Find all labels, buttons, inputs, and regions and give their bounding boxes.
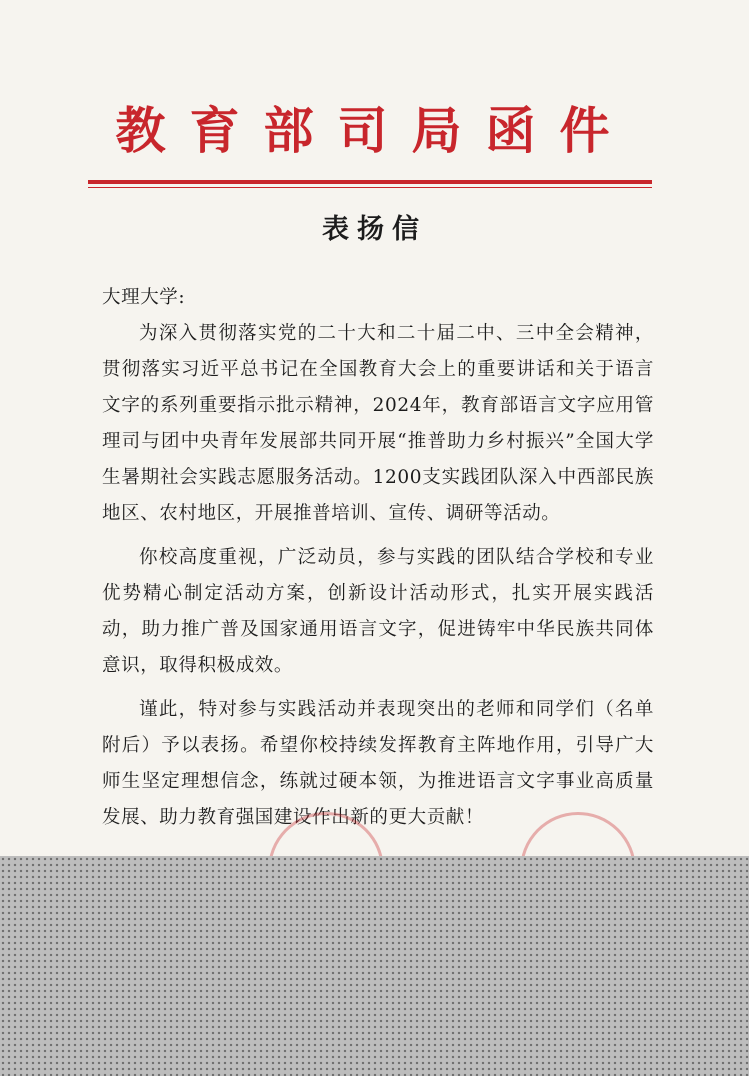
- letterhead-rule-thin: [88, 187, 652, 188]
- paragraph-1: 为深入贯彻落实党的二十大和二十届二中、三中全会精神，贯彻落实习近平总书记在全国教育大会上的重要讲话和关于语言文字的系列重要指示批示精神，2024年，教育部语言文字应用管理司与团中央青年发展部共同开展“推普助力乡村振兴”全国大学生暑期社会实践志愿服务活动。1200支实践团队深入中西部民族地区、农村地区，开展推普培训、宣传、调研等活动。: [102, 323, 654, 524]
- salutation: 大理大学:: [102, 287, 186, 308]
- document-title: 表扬信: [322, 214, 427, 245]
- letterhead-title: 教育部司局函件: [115, 101, 634, 160]
- paragraph-3: 谨此，特对参与实践活动并表现突出的老师和同学们（名单附后）予以表扬。希望你校持续发挥教育主阵地作用，引导广大师生坚定理想信念，练就过硬本领，为推进语言文字事业高质量发展、助力教育强国建设作出新的更大贡献！: [102, 699, 654, 828]
- letterhead-rule-thick: [88, 180, 652, 184]
- letter-body: [102, 280, 654, 844]
- paragraph-2: 你校高度重视，广泛动员，参与实践的团队结合学校和专业优势精心制定活动方案，创新设计活动形式，扎实开展实践活动，助力推广普及国家通用语言文字，促进铸牢中华民族共同体意识，取得积极成效。: [102, 547, 654, 676]
- redaction-mask: [0, 856, 749, 1076]
